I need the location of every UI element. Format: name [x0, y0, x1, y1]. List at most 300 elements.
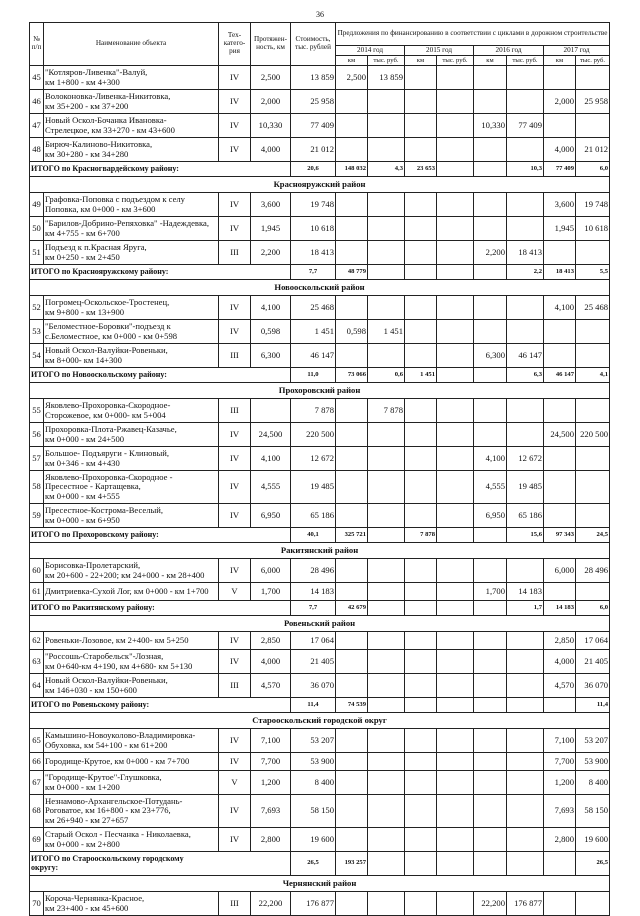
- object-name-line: Поповка, км 0+000 - км 3+600: [45, 203, 156, 214]
- cell-len: 4,000: [251, 138, 291, 162]
- total-y14k: [368, 698, 405, 713]
- cell-y14k: [336, 559, 368, 583]
- table-row: [30, 892, 610, 916]
- tech-category: IV: [219, 828, 251, 852]
- cell-y14r: [368, 504, 405, 528]
- cell-y15r: [437, 795, 474, 828]
- object-name-line: км 20+600 - 22+200; км 24+000 - км 28+400: [45, 569, 205, 580]
- total-y17k: 5,5: [576, 265, 610, 280]
- object-name-line: с.Беломестное, км 0+000 - км 0+598: [45, 330, 178, 341]
- object-name-line: км 0+000 - км 1+200: [45, 781, 120, 792]
- object-name-line: км 23+400 - км 45+600: [45, 902, 129, 913]
- cell-y15r: [437, 583, 474, 601]
- object-name: [44, 320, 219, 344]
- cell-cost: 46 147: [291, 344, 336, 368]
- district-total-row: [30, 852, 610, 876]
- object-name-line: "Барилов-Добрино-Репяховка" -Надеждевка,: [45, 218, 209, 229]
- cell-y16k: [474, 674, 507, 698]
- cell-y14k: [336, 583, 368, 601]
- total-y15k: [437, 852, 474, 876]
- cell-y17r: 28 496: [576, 559, 610, 583]
- cell-y16r: 12 672: [507, 447, 544, 471]
- cell-y14k: [336, 399, 368, 423]
- header-rub: тыс. руб.: [368, 56, 405, 66]
- cell-y16k: [474, 90, 507, 114]
- tech-category: III: [219, 892, 251, 916]
- cell-y14r: [368, 632, 405, 650]
- cell-y14r: [368, 423, 405, 447]
- cell-y14r: [368, 217, 405, 241]
- cell-y15r: [437, 632, 474, 650]
- cell-len: 2,200: [251, 241, 291, 265]
- cell-y16k: [474, 138, 507, 162]
- total-label: ИТОГО по Красногвардейскому району:: [30, 162, 291, 177]
- cell-y15k: [405, 674, 437, 698]
- cell-y16r: [507, 399, 544, 423]
- total-y15r: [474, 368, 507, 383]
- cell-len: 1,945: [251, 217, 291, 241]
- object-name-line: Пресестное - Картащевка,: [45, 481, 141, 492]
- total-y16k: 2,2: [507, 265, 544, 280]
- object-name: [44, 471, 219, 504]
- cell-y17k: [544, 241, 576, 265]
- object-name: [44, 583, 219, 601]
- total-y17k: 6,0: [576, 162, 610, 177]
- tech-category: IV: [219, 632, 251, 650]
- cell-y15r: [437, 471, 474, 504]
- table-header: [30, 23, 610, 66]
- tech-category: IV: [219, 795, 251, 828]
- cell-cost: 25 958: [291, 90, 336, 114]
- cell-y15k: [405, 753, 437, 771]
- table-row: [30, 650, 610, 674]
- cell-y14r: [368, 753, 405, 771]
- cell-y14r: [368, 828, 405, 852]
- object-name-line: км 30+280 - км 34+280: [45, 148, 129, 159]
- tech-category: IV: [219, 504, 251, 528]
- object-name: [44, 90, 219, 114]
- cell-y16k: [474, 632, 507, 650]
- cell-len: 7,700: [251, 753, 291, 771]
- cell-y17r: 19 600: [576, 828, 610, 852]
- object-name-line: Новый Оскол-Бочанка Ивановка-: [45, 115, 167, 126]
- object-name: [44, 828, 219, 852]
- cell-y17r: 21 012: [576, 138, 610, 162]
- table-row: [30, 559, 610, 583]
- cell-y17r: [576, 399, 610, 423]
- object-name-line: Новый Оскол-Валуйки-Ровеньки,: [45, 675, 168, 686]
- cell-cost: 25 468: [291, 296, 336, 320]
- cell-len: 4,100: [251, 296, 291, 320]
- cell-y16k: 22,200: [474, 892, 507, 916]
- cell-y17k: 2,850: [544, 632, 576, 650]
- object-name-line: Незнамово-Архангельское-Потудань-: [45, 796, 183, 807]
- header-rub: тыс. руб.: [507, 56, 544, 66]
- cell-cost: 18 413: [291, 241, 336, 265]
- object-name: [44, 771, 219, 795]
- total-y15r: [474, 698, 507, 713]
- cell-y15r: [437, 114, 474, 138]
- cell-len: 4,570: [251, 674, 291, 698]
- object-name-line: км 0+250 - км 2+450: [45, 251, 120, 262]
- object-name: [44, 193, 219, 217]
- district-total-row: [30, 698, 610, 713]
- header-length: Протяжен- ность, км: [251, 23, 291, 66]
- total-y17k: 26,5: [576, 852, 610, 876]
- cell-y15k: [405, 114, 437, 138]
- cell-y14k: [336, 423, 368, 447]
- cell-y14r: [368, 344, 405, 368]
- object-name-line: Подъезд к п.Красная Яруга,: [45, 242, 147, 253]
- table-row: [30, 320, 610, 344]
- total-y15r: [474, 528, 507, 543]
- total-label: ИТОГО по Ровеньскому району:: [30, 698, 291, 713]
- cell-y17r: [576, 241, 610, 265]
- cell-y16r: [507, 828, 544, 852]
- cell-y17k: 7,700: [544, 753, 576, 771]
- table-row: [30, 399, 610, 423]
- object-name-line: км 26+940 - км 27+657: [45, 814, 129, 825]
- table-row: [30, 423, 610, 447]
- district-total-row: [30, 368, 610, 383]
- object-name-line: Роговатое, км 16+800 - км 23+776,: [45, 805, 171, 816]
- row-number: 62: [30, 632, 44, 650]
- cell-y15k: [405, 66, 437, 90]
- cell-y16r: [507, 66, 544, 90]
- cell-y14r: [368, 771, 405, 795]
- district-total-row: [30, 265, 610, 280]
- cell-y15k: [405, 447, 437, 471]
- cell-len: 6,000: [251, 559, 291, 583]
- cell-len: 2,000: [251, 90, 291, 114]
- cell-len: 10,330: [251, 114, 291, 138]
- cell-y14k: 2,500: [336, 66, 368, 90]
- cell-y15k: [405, 138, 437, 162]
- object-name-line: Старый Оскол - Песчанка - Николаевка,: [45, 829, 191, 840]
- total-y15k: [437, 162, 474, 177]
- cell-y16k: [474, 66, 507, 90]
- cell-y15r: [437, 674, 474, 698]
- row-number: 66: [30, 753, 44, 771]
- object-name: [44, 423, 219, 447]
- object-name: [44, 296, 219, 320]
- cell-y16r: [507, 217, 544, 241]
- tech-category: V: [219, 583, 251, 601]
- cell-y17k: 4,000: [544, 138, 576, 162]
- header-km: км: [544, 56, 576, 66]
- cell-y16r: [507, 650, 544, 674]
- district-heading-row: [30, 177, 610, 193]
- cell-y15r: [437, 90, 474, 114]
- cell-y17r: 8 400: [576, 771, 610, 795]
- table-row: [30, 217, 610, 241]
- object-name: [44, 138, 219, 162]
- cell-y16k: [474, 296, 507, 320]
- total-y15r: [474, 265, 507, 280]
- cell-y16r: 65 186: [507, 504, 544, 528]
- cell-y14k: [336, 729, 368, 753]
- total-label: [30, 852, 291, 876]
- cell-y14k: [336, 90, 368, 114]
- tech-category: III: [219, 241, 251, 265]
- cell-y17k: [544, 66, 576, 90]
- table-row: [30, 138, 610, 162]
- cell-y16r: [507, 771, 544, 795]
- cell-y17r: 53 207: [576, 729, 610, 753]
- cell-y16k: 4,100: [474, 447, 507, 471]
- object-name-line: км 9+800 - км 13+900: [45, 306, 125, 317]
- tech-category: IV: [219, 423, 251, 447]
- cell-y14r: [368, 241, 405, 265]
- cell-y14k: [336, 114, 368, 138]
- cell-y16k: [474, 399, 507, 423]
- object-name-line: Волоконовка-Ливенка-Никитовка,: [45, 91, 171, 102]
- cell-y16r: 19 485: [507, 471, 544, 504]
- table-row: [30, 296, 610, 320]
- cell-y16r: [507, 559, 544, 583]
- district-heading: Прохоровский район: [30, 383, 610, 399]
- cell-y14k: [336, 138, 368, 162]
- header-cost: Стоимость, тыс. рублей: [291, 23, 336, 66]
- cell-y15k: [405, 241, 437, 265]
- cell-y17r: 25 468: [576, 296, 610, 320]
- cell-cost: 7 878: [291, 399, 336, 423]
- cell-len: 4,555: [251, 471, 291, 504]
- object-name-line: Пресестное-Кострома-Веселый,: [45, 505, 164, 516]
- header-km: км: [336, 56, 368, 66]
- row-number: 55: [30, 399, 44, 423]
- object-name-line: км 4+755 - км 6+700: [45, 227, 120, 238]
- cell-y17r: [576, 447, 610, 471]
- object-name: [44, 241, 219, 265]
- table-row: [30, 447, 610, 471]
- total-cost: 74 539: [336, 698, 368, 713]
- cell-y15r: [437, 447, 474, 471]
- object-name-line: Короча-Чернянка-Красное,: [45, 893, 145, 904]
- cell-y15r: [437, 399, 474, 423]
- row-number: 67: [30, 771, 44, 795]
- cell-y16k: 6,300: [474, 344, 507, 368]
- cell-cost: 65 186: [291, 504, 336, 528]
- cell-y14r: [368, 795, 405, 828]
- tech-category: IV: [219, 66, 251, 90]
- row-number: 53: [30, 320, 44, 344]
- total-y14r: [405, 265, 437, 280]
- cell-y17r: [576, 320, 610, 344]
- total-y16k: [507, 698, 544, 713]
- cell-y16r: [507, 320, 544, 344]
- cell-cost: 12 672: [291, 447, 336, 471]
- object-name-line: Прохоровка-Плота-Ржавец-Казачье,: [45, 424, 177, 435]
- cell-y15k: [405, 193, 437, 217]
- cell-y15r: [437, 650, 474, 674]
- cell-y17r: 10 618: [576, 217, 610, 241]
- cell-y14k: [336, 771, 368, 795]
- cell-y15r: [437, 320, 474, 344]
- tech-category: IV: [219, 753, 251, 771]
- cell-y17k: 6,000: [544, 559, 576, 583]
- cell-y15r: [437, 66, 474, 90]
- cell-cost: 19 600: [291, 828, 336, 852]
- object-name-line: Стрелецкое, км 33+270 - км 43+600: [45, 124, 175, 135]
- district-heading: Новооскольский район: [30, 280, 610, 296]
- table-row: [30, 193, 610, 217]
- object-name-line: км 146+030 - км 150+600: [45, 684, 137, 695]
- page-number: 36: [316, 10, 324, 19]
- cell-y17k: 2,800: [544, 828, 576, 852]
- table-row: [30, 828, 610, 852]
- cell-y16k: [474, 795, 507, 828]
- object-name: [44, 447, 219, 471]
- total-y14r: [405, 698, 437, 713]
- object-name-line: км 0+640-км 4+190, км 4+680- км 5+130: [45, 660, 193, 671]
- cell-y14k: [336, 892, 368, 916]
- tech-category: IV: [219, 138, 251, 162]
- cell-y17k: [544, 892, 576, 916]
- total-len: 20,6: [291, 162, 336, 177]
- table-row: [30, 90, 610, 114]
- cell-y16k: [474, 650, 507, 674]
- header-km: км: [474, 56, 507, 66]
- cell-y14k: [336, 504, 368, 528]
- total-y14k: [368, 852, 405, 876]
- object-name-line: км 0+346 - км 4+430: [45, 457, 120, 468]
- cell-y14r: 7 878: [368, 399, 405, 423]
- tech-category: IV: [219, 217, 251, 241]
- cell-y17r: [576, 344, 610, 368]
- tech-category: IV: [219, 114, 251, 138]
- cell-y16r: [507, 674, 544, 698]
- cell-cost: 176 877: [291, 892, 336, 916]
- total-len: 7,7: [291, 601, 336, 616]
- cell-cost: 58 150: [291, 795, 336, 828]
- tech-category: III: [219, 674, 251, 698]
- district-heading-row: [30, 383, 610, 399]
- cell-y17r: [576, 114, 610, 138]
- row-number: 65: [30, 729, 44, 753]
- cell-cost: 220 500: [291, 423, 336, 447]
- cell-y17k: [544, 504, 576, 528]
- total-y15r: [474, 162, 507, 177]
- cell-y15r: [437, 423, 474, 447]
- total-label-line: ИТОГО по Старооскольскому городскому: [31, 854, 184, 864]
- total-cost: 48 779: [336, 265, 368, 280]
- cell-y17k: 4,000: [544, 650, 576, 674]
- total-y17k: 24,5: [576, 528, 610, 543]
- total-len: 11,4: [291, 698, 336, 713]
- header-km: км: [405, 56, 437, 66]
- district-heading: Чернянский район: [30, 876, 610, 892]
- cell-y15r: [437, 729, 474, 753]
- table-row: [30, 583, 610, 601]
- cell-y17r: [576, 504, 610, 528]
- cell-y16r: [507, 296, 544, 320]
- cell-y17k: [544, 344, 576, 368]
- object-name-line: км 0+000 - км 4+555: [45, 490, 120, 501]
- cell-y14k: [336, 795, 368, 828]
- tech-category: IV: [219, 447, 251, 471]
- total-len: 40,1: [291, 528, 336, 543]
- total-y14r: 7 878: [405, 528, 437, 543]
- total-y16k: [507, 852, 544, 876]
- cell-len: 2,500: [251, 66, 291, 90]
- cell-y16r: [507, 423, 544, 447]
- cell-y16k: 2,200: [474, 241, 507, 265]
- header-rub: тыс. руб.: [576, 56, 610, 66]
- cell-y15r: [437, 892, 474, 916]
- cell-len: 7,693: [251, 795, 291, 828]
- total-y16k: 1,7: [507, 601, 544, 616]
- cell-y14r: [368, 471, 405, 504]
- cell-y15k: [405, 559, 437, 583]
- cell-y17r: 17 064: [576, 632, 610, 650]
- cell-y16k: [474, 828, 507, 852]
- cell-y17r: [576, 66, 610, 90]
- cell-y14k: [336, 632, 368, 650]
- cell-y16k: [474, 559, 507, 583]
- object-name-line: Графовка-Поповка с подъездом к селу: [45, 194, 185, 205]
- district-heading-row: [30, 616, 610, 632]
- cell-y14k: [336, 217, 368, 241]
- row-number: 68: [30, 795, 44, 828]
- cell-y16r: 14 183: [507, 583, 544, 601]
- cell-y16k: [474, 320, 507, 344]
- cell-y15k: [405, 771, 437, 795]
- cell-y16r: [507, 138, 544, 162]
- row-number: 54: [30, 344, 44, 368]
- table-row: [30, 471, 610, 504]
- cell-y15r: [437, 138, 474, 162]
- table-row: [30, 729, 610, 753]
- cell-y14r: [368, 892, 405, 916]
- cell-len: [251, 399, 291, 423]
- district-heading: Краснояружский район: [30, 177, 610, 193]
- cell-y15k: [405, 632, 437, 650]
- object-name-line: Городище-Крутое, км 0+000 - км 7+700: [45, 755, 190, 766]
- total-len: 26,5: [291, 852, 336, 876]
- cell-y15k: [405, 296, 437, 320]
- object-name: [44, 729, 219, 753]
- row-number: 69: [30, 828, 44, 852]
- cell-y15k: [405, 320, 437, 344]
- row-number: 49: [30, 193, 44, 217]
- header-year: 2014 год: [336, 46, 405, 56]
- total-y14r: 1 451: [405, 368, 437, 383]
- total-cost: 73 066: [336, 368, 368, 383]
- total-y15k: [437, 698, 474, 713]
- cell-y17r: 21 405: [576, 650, 610, 674]
- object-name: [44, 632, 219, 650]
- tech-category: IV: [219, 90, 251, 114]
- object-name: [44, 674, 219, 698]
- cell-y15r: [437, 753, 474, 771]
- table-body: [30, 66, 610, 916]
- total-cost: 42 679: [336, 601, 368, 616]
- cell-y16r: [507, 90, 544, 114]
- total-len: 11,0: [291, 368, 336, 383]
- cell-y16k: [474, 753, 507, 771]
- total-y16k: 6,3: [507, 368, 544, 383]
- cell-y14k: 0,598: [336, 320, 368, 344]
- cell-y17k: [544, 399, 576, 423]
- object-name-line: км 0+000 - км 2+800: [45, 838, 120, 849]
- object-name: [44, 504, 219, 528]
- cell-y14r: [368, 138, 405, 162]
- cell-y15k: [405, 471, 437, 504]
- header-proposals: Предложения по финансированию в соответствии с циклами в дорожном строительстве: [336, 23, 610, 46]
- district-heading-row: [30, 543, 610, 559]
- cell-y14r: 13 859: [368, 66, 405, 90]
